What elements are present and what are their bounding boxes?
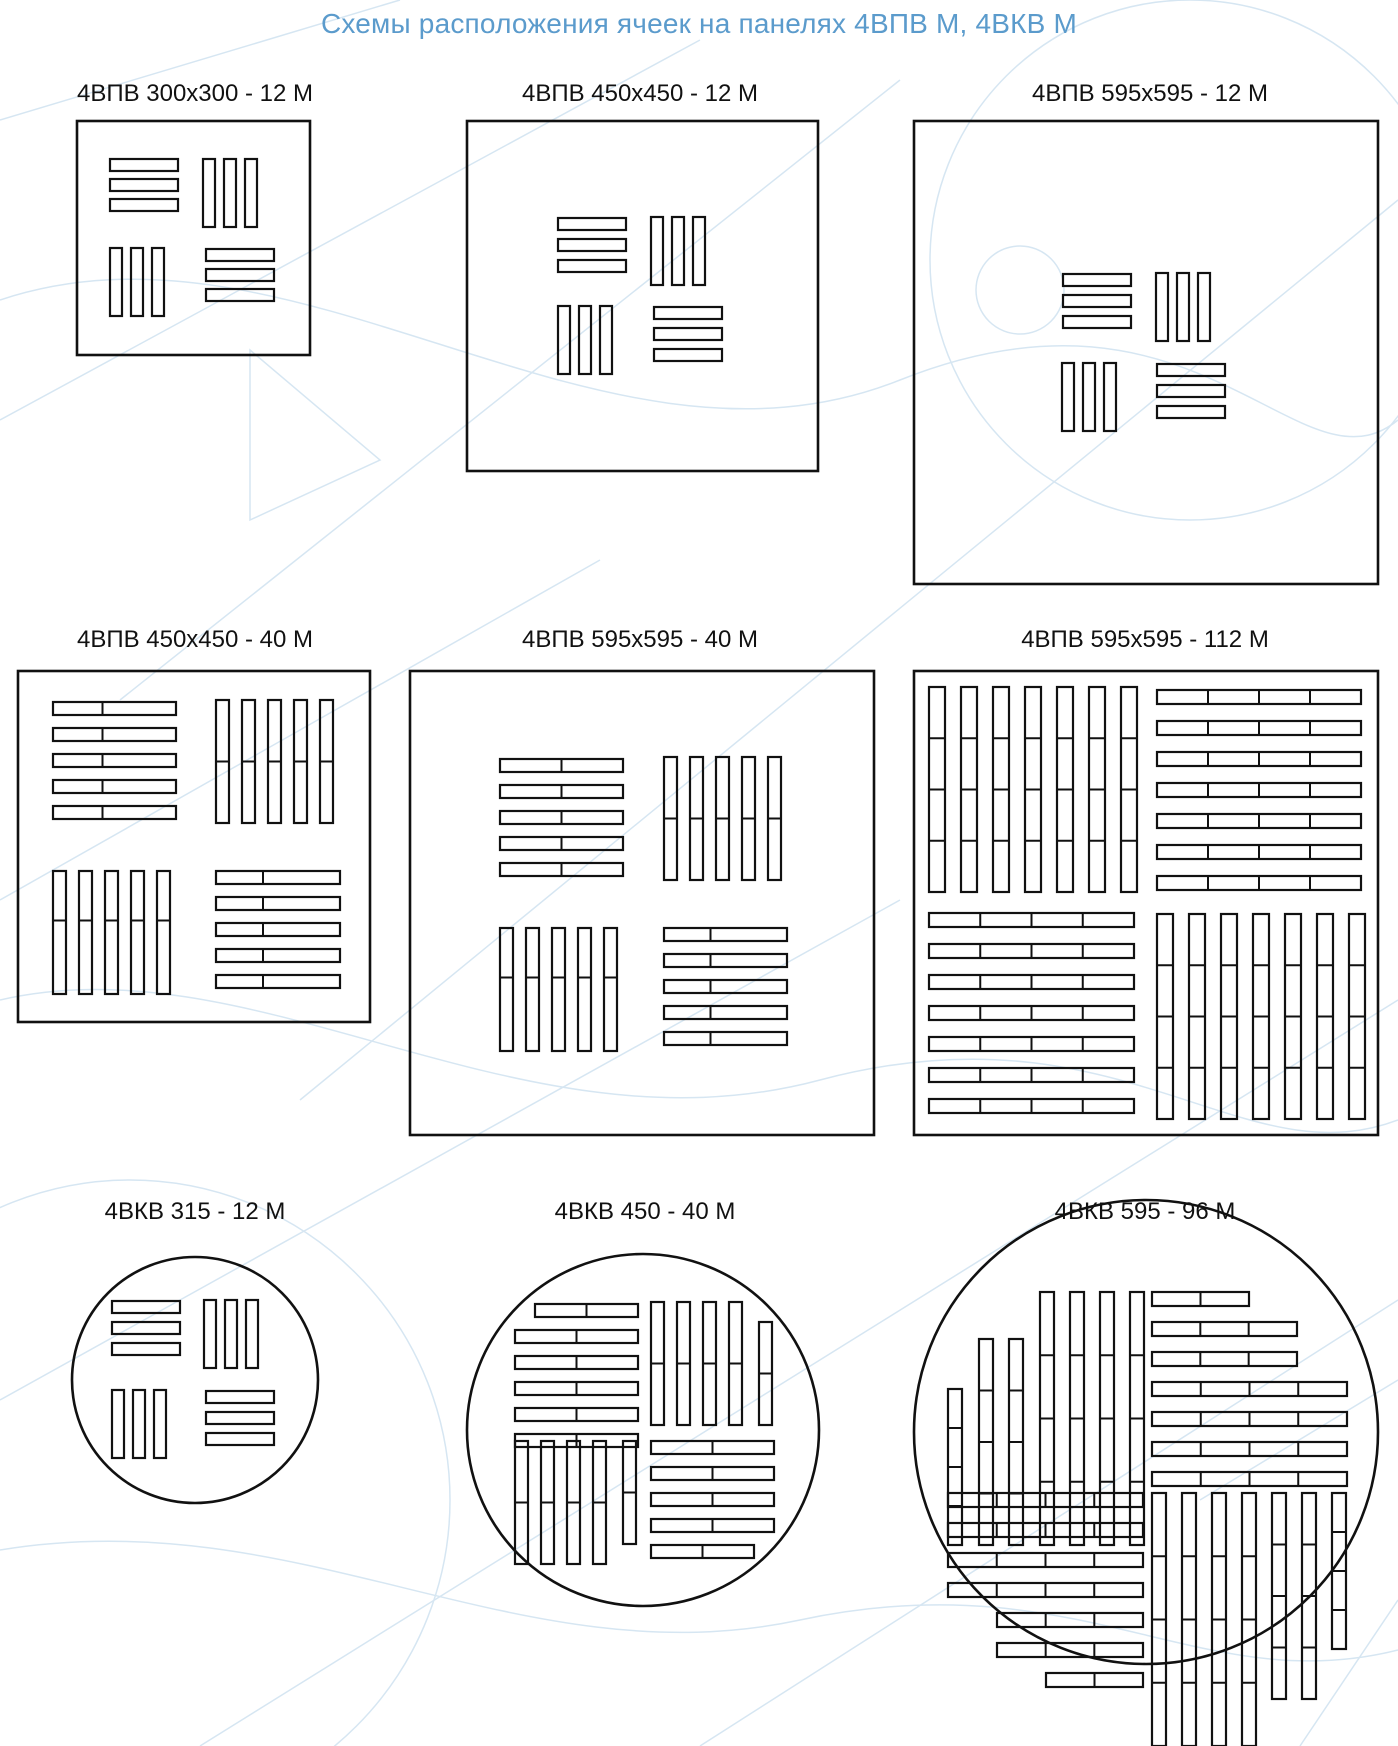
cell-slot <box>1156 273 1168 341</box>
panel-label: 4ВПВ 300x300 - 12 М <box>76 80 314 107</box>
cell-slot <box>246 1300 258 1368</box>
cell-slot <box>206 289 274 301</box>
cell-slot <box>131 871 144 994</box>
panel-300-12 <box>77 121 310 355</box>
panel-label: 4ВКВ 450 - 40 М <box>554 1198 736 1225</box>
page-title: Схемы расположения ячеек на панелях 4ВПВ М, 4ВКВ М <box>320 8 1078 39</box>
cell-slot <box>558 306 570 374</box>
panel-label: 4ВКВ 315 - 12 М <box>104 1198 286 1225</box>
cell-slot <box>654 328 722 340</box>
cell-slot <box>53 728 176 741</box>
cell-slot <box>664 1032 787 1045</box>
panel-frame <box>914 671 1378 1135</box>
cell-slot <box>133 1390 145 1458</box>
cell-slot <box>79 871 92 994</box>
cell-slot <box>664 954 787 967</box>
cell-slot <box>53 871 66 994</box>
cell-slot <box>152 248 164 316</box>
cell-slot <box>112 1301 180 1313</box>
cell-slot <box>1198 273 1210 341</box>
panel-circle-315-12 <box>72 1257 318 1503</box>
cell-slot <box>1152 1352 1297 1366</box>
cell-slot <box>225 1300 237 1368</box>
cell-slot <box>216 923 340 936</box>
cell-slot <box>154 1390 166 1458</box>
cell-slot <box>216 949 340 962</box>
cell-slot <box>604 928 617 1051</box>
cell-slot <box>53 702 176 715</box>
cell-slot <box>245 159 257 227</box>
cell-slot <box>105 871 118 994</box>
panel-label: 4ВПВ 450x450 - 12 М <box>521 80 759 107</box>
cell-slot <box>112 1390 124 1458</box>
cell-slot <box>1083 363 1095 431</box>
cell-slot <box>206 1433 274 1445</box>
panel-frame <box>410 671 874 1135</box>
cell-slot <box>204 1300 216 1368</box>
cell-slot <box>53 780 176 793</box>
cell-slot <box>578 928 591 1051</box>
cell-slot <box>552 928 565 1051</box>
cell-slot <box>558 260 626 272</box>
panel-circle-595-96 <box>914 1200 1378 1746</box>
cell-slot <box>558 239 626 251</box>
panel-595-40 <box>410 671 874 1135</box>
cell-slot <box>1062 363 1074 431</box>
cell-slot <box>654 349 722 361</box>
cell-slot <box>664 1006 787 1019</box>
cell-slot <box>216 975 340 988</box>
cell-slot <box>206 1412 274 1424</box>
panel-450-12 <box>467 121 818 471</box>
panel-label: 4ВКВ 595 - 96 М <box>1054 1198 1236 1225</box>
cell-slot <box>1152 1322 1297 1336</box>
cell-slot <box>206 269 274 281</box>
cell-slot <box>131 248 143 316</box>
cell-slot <box>1063 295 1131 307</box>
cell-slot <box>110 179 178 191</box>
cell-slot <box>1157 364 1225 376</box>
cell-slot <box>53 754 176 767</box>
panel-frame <box>77 121 310 355</box>
cell-slot <box>112 1343 180 1355</box>
cell-slot <box>53 806 176 819</box>
cell-slot <box>206 1391 274 1403</box>
cell-slot <box>654 307 722 319</box>
cell-slot <box>216 897 340 910</box>
cell-slot <box>1157 406 1225 418</box>
cell-slot <box>1063 316 1131 328</box>
cell-slot <box>1157 385 1225 397</box>
panel-frame <box>467 121 818 471</box>
panel-595-12 <box>914 121 1378 584</box>
cell-slot <box>112 1322 180 1334</box>
panel-595-112 <box>914 671 1378 1135</box>
panel-circle-450-40 <box>467 1254 819 1606</box>
cell-slot <box>110 159 178 171</box>
cell-slot <box>526 928 539 1051</box>
panel-450-40 <box>18 671 370 1022</box>
cell-slot <box>206 249 274 261</box>
cell-slot <box>216 871 340 884</box>
cell-slot <box>651 217 663 285</box>
panel-label: 4ВПВ 595x595 - 12 М <box>1031 80 1269 107</box>
panel-label: 4ВПВ 595x595 - 112 М <box>1021 626 1269 653</box>
cell-slot <box>110 248 122 316</box>
panel-frame <box>914 121 1378 584</box>
panel-label: 4ВПВ 450x450 - 40 М <box>76 626 314 653</box>
cell-slot <box>157 871 170 994</box>
cell-slot <box>664 928 787 941</box>
cell-slot <box>672 217 684 285</box>
cell-slot <box>500 928 513 1051</box>
cell-slot <box>1063 274 1131 286</box>
cell-slot <box>1104 363 1116 431</box>
cell-slot <box>600 306 612 374</box>
cell-slot <box>579 306 591 374</box>
cell-slot <box>110 199 178 211</box>
panel-frame <box>914 1200 1378 1664</box>
cell-slot <box>693 217 705 285</box>
cell-slot <box>224 159 236 227</box>
panel-frame <box>72 1257 318 1503</box>
cell-slot <box>203 159 215 227</box>
cell-slot <box>1177 273 1189 341</box>
panel-label: 4ВПВ 595x595 - 40 М <box>521 626 759 653</box>
panel-frame <box>467 1254 819 1606</box>
cell-slot <box>558 218 626 230</box>
cell-slot <box>664 980 787 993</box>
panel-frame <box>18 671 370 1022</box>
